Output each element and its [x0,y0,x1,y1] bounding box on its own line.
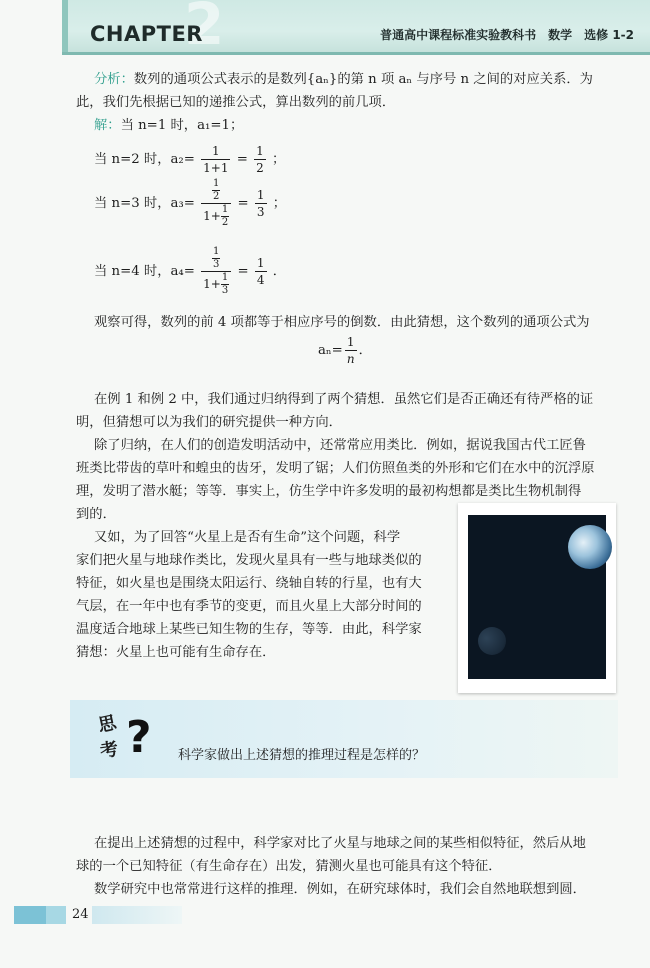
para2-line-2: 班类比带齿的草叶和蝗虫的齿牙，发明了锯；人们仿照鱼类的外形和它们在水中的沉浮原 [76,461,595,476]
step2-num: 1 [201,143,230,160]
step2-den: 1+1 [203,161,229,175]
solution-step-2 [94,143,285,176]
footer-decoration-2 [46,906,66,924]
think-badge-icon [94,706,160,770]
para1-line-2: 明，但猜想可以为我们的研究提供一种方向． [76,415,342,430]
para3-line-3: 特征，如火星也是围绕太阳运行、绕轴自转的行星，也有大 [76,576,422,591]
step4-bot-num: 1 [221,272,229,283]
observe-text: 观察可得，数列的前 4 项都等于相应序号的倒数．由此猜想，这个数列的通项公式为 [94,315,590,330]
para2-line-1: 除了归纳，在人们的创造发明活动中，还常常应用类比．例如，据说我国古代工匠鲁 [94,438,586,453]
step4-bottom [201,272,231,297]
step2-res-den: 2 [256,161,264,175]
para3-line-6: 猜想：火星上也可能有生命存在． [76,645,276,660]
step2-end: ； [271,152,286,167]
formula-fraction [345,334,357,367]
analysis-line-1 [94,68,593,91]
think-prompt: 科学家做出上述猜想的推理过程是怎样的？ [178,748,426,763]
step3-prefix: 当 n=3 时，a₃= [94,196,195,211]
para3-line-1: 又如，为了回答“火星上是否有生命”这个问题，科学 [94,530,401,545]
step3-top [201,178,231,204]
formula-end: ． [358,343,372,358]
step3-bot-frac [221,204,229,229]
para3-line-4: 气层，在一年中也有季节的变更，而且火星上大部分时间的 [76,599,422,614]
formula-num: 1 [345,334,357,351]
step3-result [255,187,267,220]
footer-decoration-3 [92,906,182,924]
earth-image [568,525,612,569]
header-edge-decoration [62,0,68,52]
step3-eq: = [237,196,249,211]
page-number: 24 [72,907,89,922]
solution-label: 解： [94,118,121,133]
analysis-text-1: 数列的通项公式表示的是数列{aₙ}的第 n 项 aₙ 与序号 n 之间的对应关系．为 [133,72,593,87]
space-background [468,515,606,679]
analysis-label: 分析： [94,72,134,87]
solution-step-1 [94,114,243,137]
para5-line-1: 数学研究中也常常进行这样的推理．例如，在研究球体时，我们会自然地联想到圆． [94,882,586,897]
para3-line-2: 家们把火星与地球作类比，发现火星具有一些与地球类似的 [76,553,422,568]
question-mark-icon: ? [126,712,152,763]
step3-bot-pre: 1+ [203,209,221,223]
step2-fraction [201,143,230,176]
step3-top-den: 2 [213,191,220,202]
step3-res-num: 1 [256,188,265,202]
step3-bot-num: 1 [221,204,229,215]
dark-planet-image [478,627,506,655]
chapter-label: CHAPTER [90,22,203,46]
formula-lhs: aₙ= [318,343,343,358]
step4-end: ． [272,264,287,279]
step2-eq: = [236,152,248,167]
solution-step-3 [94,178,286,229]
step4-bot-frac [221,272,229,297]
step1-text: 当 n=1 时，a₁=1； [120,118,244,133]
step3-bottom [201,204,231,229]
step4-res-num: 1 [256,256,265,270]
step4-bot-pre: 1+ [203,277,221,291]
step4-top [201,246,231,272]
think-box [70,700,618,778]
step2-res-num: 1 [256,144,264,158]
para3-line-5: 温度适合地球上某些已知生物的生存，等等．由此，科学家 [76,622,422,637]
step4-top-num: 1 [213,246,220,257]
formula-den: n [346,352,355,366]
step4-result [255,255,267,288]
step4-top-frac [212,246,220,271]
step3-top-frac [212,178,220,203]
page-header [62,0,650,58]
earth-mars-photo [458,503,616,693]
step4-fraction [201,246,231,297]
para2-line-3: 理，发明了潜水艇；等等．事实上，仿生学中许多发明的最初构想都是类比生物机制得 [76,484,582,499]
general-formula [318,334,372,367]
para4-line-2: 球的一个已知特征（有生命存在）出发，猜测火星也可能具有这个特征． [76,859,502,874]
step4-top-den: 3 [213,259,220,270]
para1-line-1: 在例 1 和例 2 中，我们通过归纳得到了两个猜想．虽然它们是否正确还有待严格的证 [94,392,594,407]
step3-fraction [201,178,231,229]
para4-line-1: 在提出上述猜想的过程中，科学家对比了火星与地球之间的某些相似特征，然后从地 [94,836,586,851]
badge-char-1: 思 [96,712,119,737]
step3-res-den: 3 [256,205,265,219]
step3-top-num: 1 [213,178,220,189]
step3-bot-den: 2 [221,217,229,228]
step3-end: ； [272,196,287,211]
analysis-line-2: 此，我们先根据已知的递推公式，算出数列的前几项． [76,95,396,110]
series-title: 普通高中课程标准实验教科书 数学 选修 1-2 [380,28,634,42]
step4-res-den: 4 [256,273,265,287]
step4-prefix: 当 n=4 时，a₄= [94,264,195,279]
step4-bot-den: 3 [221,285,229,296]
solution-step-4 [94,246,286,297]
badge-char-2: 考 [98,738,120,763]
para2-line-4: 到的． [76,507,116,522]
chapter-number: 2 [184,0,225,58]
step4-eq: = [237,264,249,279]
footer-decoration-1 [14,906,46,924]
step2-prefix: 当 n=2 时，a₂= [94,152,195,167]
step2-result [254,143,266,176]
